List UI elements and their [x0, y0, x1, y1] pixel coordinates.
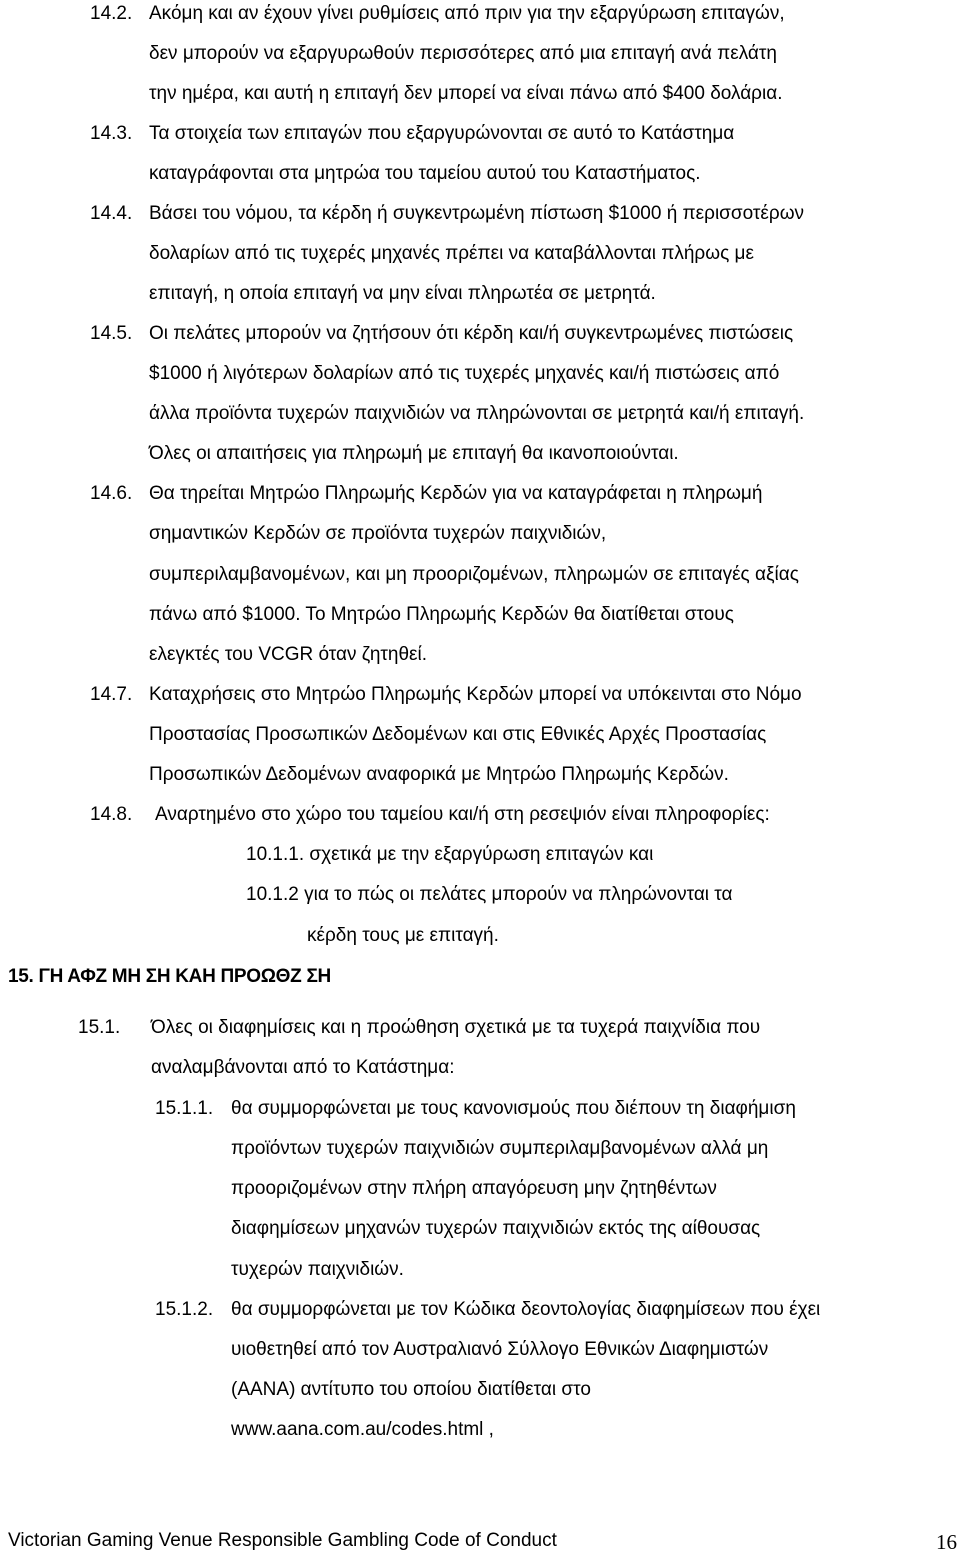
sub-item-10-1-2: 10.1.2 για το πώς οι πελάτες μπορούν να πληρώνονται τα [246, 884, 733, 905]
section-number-14-6: 14.6. [90, 483, 133, 504]
section-number-14-8: 14.8. [90, 804, 133, 825]
section-14-5-line-4: Όλες οι απαιτήσεις για πληρωμή με επιταγή θα ικανοποιούνται. [149, 443, 679, 464]
sub-item-15-1-2-line-1: θα συμμορφώνεται με τον Κώδικα δεοντολογίας διαφημίσεων που έχει [231, 1299, 821, 1320]
section-14-2-line-2: δεν μπορούν να εξαργυρωθούν περισσότερες από μια επιταγή ανά πελάτη [149, 43, 777, 64]
section-14-5-line-2: $1000 ή λιγότερων δολαρίων από τις τυχερές μηχανές και/ή πιστώσεις από [149, 363, 780, 384]
section-14-2-line-1: Ακόμη και αν έχουν γίνει ρυθμίσεις από πριν για την εξαργύρωση επιταγών, [149, 3, 785, 24]
footer-document-title: Victorian Gaming Venue Responsible Gambling Code of Conduct [8, 1530, 557, 1551]
sub-item-15-1-1-line-5: τυχερών παιχνιδιών. [231, 1259, 404, 1280]
section-number-14-5: 14.5. [90, 323, 133, 344]
section-14-3-line-1: Τα στοιχεία των επιταγών που εξαργυρώνονται σε αυτό το Κατάστημα [149, 123, 735, 144]
section-number-14-7: 14.7. [90, 684, 133, 705]
section-14-6-line-5: ελεγκτές του VCGR όταν ζητηθεί. [149, 644, 428, 665]
page-number: 16 [936, 1530, 957, 1554]
section-number-14-4: 14.4. [90, 203, 133, 224]
section-14-3-line-2: καταγράφονται στα μητρώα του ταμείου αυτού του Καταστήματος. [149, 163, 701, 184]
section-14-6-line-3: συμπεριλαμβανομένων, και μη προοριζομένων, πληρωμών σε επιταγές αξίας [149, 564, 799, 585]
section-14-6-line-4: πάνω από $1000. Το Μητρώο Πληρωμής Κερδών θα διατίθεται στους [149, 604, 734, 625]
section-14-8-line-1: Αναρτημένο στο χώρο του ταμείου και/ή στη ρεσεψιόν είναι πληροφορίες: [155, 804, 770, 825]
sub-item-15-1-2-line-3: (AANA) αντίτυπο του οποίου διατίθεται στο [231, 1379, 591, 1400]
sub-item-15-1-2-line-2: υιοθετηθεί από τον Αυστραλιανό Σύλλογο Εθνικών Διαφημιστών [231, 1339, 769, 1360]
section-14-7-line-1: Καταχρήσεις στο Μητρώο Πληρωμής Κερδών μπορεί να υπόκεινται στο Νόμο [149, 684, 802, 705]
section-number-14-3: 14.3. [90, 123, 133, 144]
section-14-4-line-2: δολαρίων από τις τυχερές μηχανές πρέπει να καταβάλλονται πλήρως με [149, 243, 754, 264]
section-number-15-1: 15.1. [78, 1017, 121, 1038]
section-14-2-line-3: την ημέρα, και αυτή η επιταγή δεν μπορεί να είναι πάνω από $400 δολάρια. [149, 83, 783, 104]
section-14-4-line-1: Βάσει του νόμου, τα κέρδη ή συγκεντρωμένη πίστωση $1000 ή περισσοτέρων [149, 203, 805, 224]
section-14-6-line-2: σημαντικών Κερδών σε προϊόντα τυχερών παιχνιδιών, [149, 523, 607, 544]
sub-item-number-15-1-1: 15.1.1. [155, 1098, 214, 1119]
section-14-4-line-3: επιταγή, η οποία επιταγή να μην είναι πληρωτέα σε μετρητά. [149, 283, 656, 304]
section-14-5-line-1: Οι πελάτες μπορούν να ζητήσουν ότι κέρδη και/ή συγκεντρωμένες πιστώσεις [149, 323, 794, 344]
section-14-7-line-2: Προστασίας Προσωπικών Δεδομένων και στις Εθνικές Αρχές Προστασίας [149, 724, 767, 745]
sub-item-number-15-1-2: 15.1.2. [155, 1299, 214, 1320]
section-14-7-line-3: Προσωπικών Δεδομένων αναφορικά με Μητρώο Πληρωμής Κερδών. [149, 764, 729, 785]
section-15-1-line-2: αναλαμβάνονται από το Κατάστημα: [151, 1057, 455, 1078]
sub-item-10-1-2-continued: κέρδη τους με επιταγή. [307, 925, 499, 946]
section-14-5-line-3: άλλα προϊόντα τυχερών παιχνιδιών να πληρώνονται σε μετρητά και/ή επιταγή. [149, 403, 805, 424]
section-14-6-line-1: Θα τηρείται Μητρώο Πληρωμής Κερδών για να καταγράφεται η πληρωμή [149, 483, 763, 504]
section-number-14-2: 14.2. [90, 3, 133, 24]
sub-item-15-1-1-line-4: διαφημίσεων μηχανών τυχερών παιχνιδιών εκτός της αίθουσας [231, 1218, 761, 1239]
sub-item-10-1-1: 10.1.1. σχετικά με την εξαργύρωση επιταγών και [246, 844, 654, 865]
sub-item-15-1-1-line-1: θα συμμορφώνεται με τους κανονισμούς που διέπουν τη διαφήμιση [231, 1098, 796, 1119]
section-15-1-line-1: Όλες οι διαφημίσεις και η προώθηση σχετικά με τα τυχερά παιχνίδια που [151, 1017, 761, 1038]
section-heading-15: 15. ΓΗ ΑΦΖ ΜΗ ΣΗ ΚΑΗ ΠΡΟΩΘΖ ΣΗ [8, 966, 331, 987]
sub-item-15-1-2-line-4: www.aana.com.au/codes.html , [231, 1419, 494, 1440]
sub-item-15-1-1-line-2: προϊόντων τυχερών παιχνιδιών συμπεριλαμβανομένων αλλά μη [231, 1138, 769, 1159]
sub-item-15-1-1-line-3: προοριζομένων στην πλήρη απαγόρευση μην ζητηθέντων [231, 1178, 717, 1199]
